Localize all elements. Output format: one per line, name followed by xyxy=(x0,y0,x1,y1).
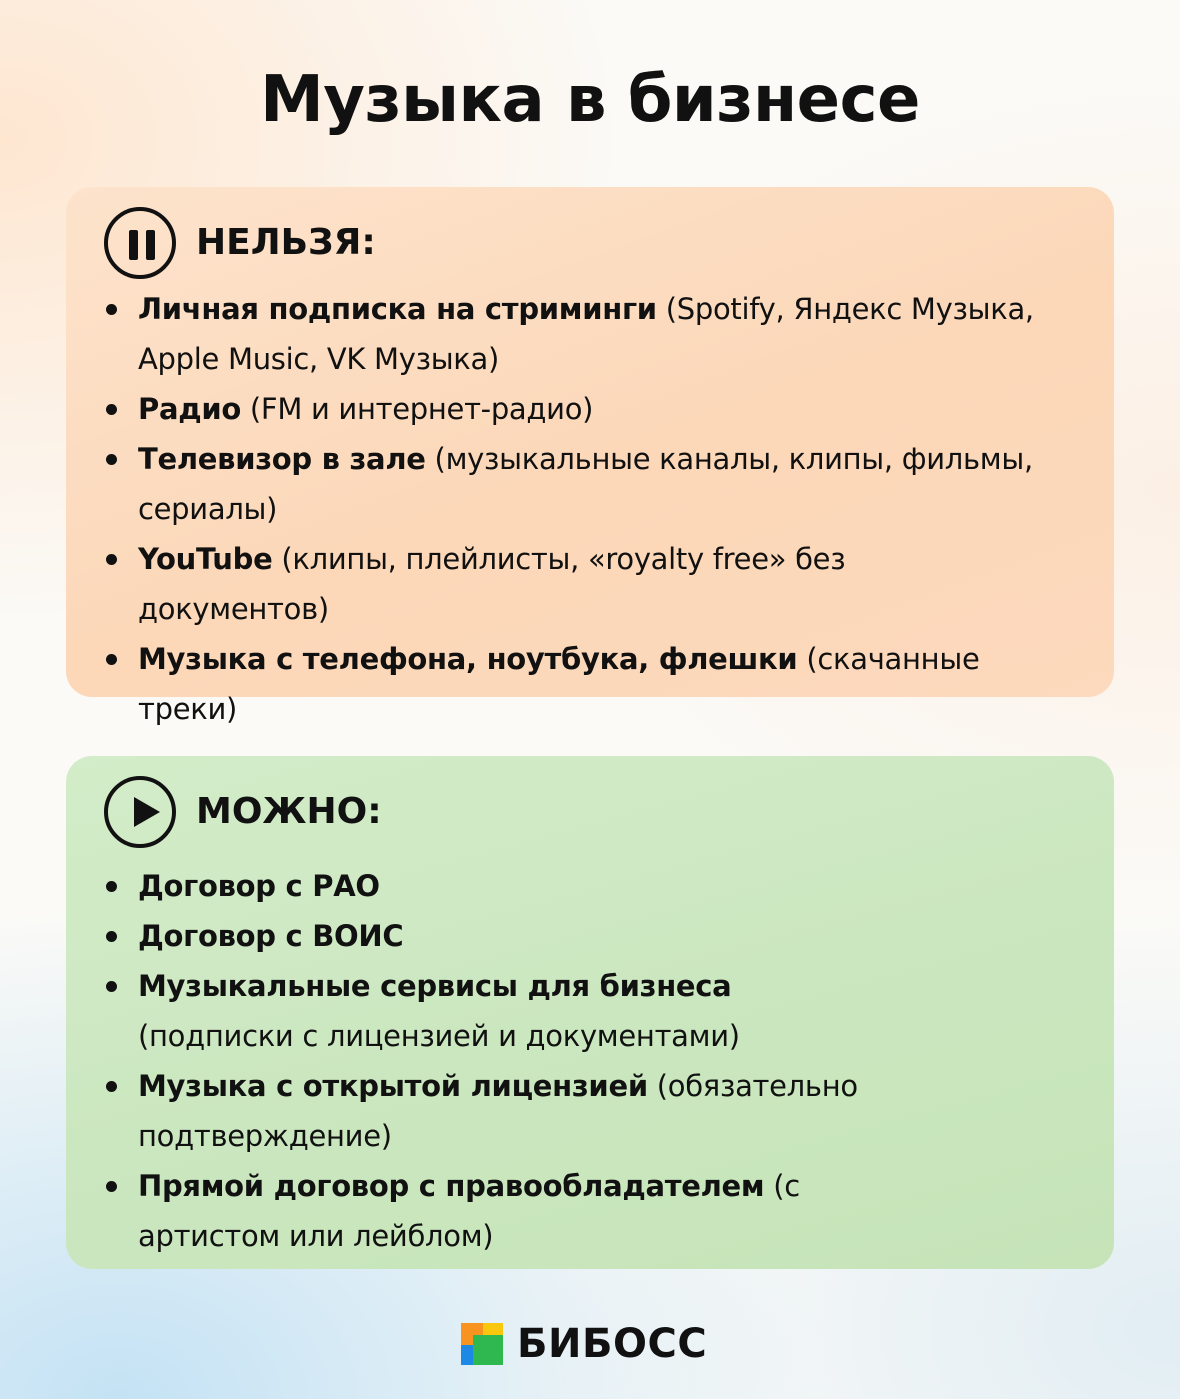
deny-item-streaming xyxy=(104,284,1038,384)
allow-item-rao xyxy=(104,861,878,911)
bullet-icon xyxy=(106,881,117,892)
item-bold-text: Телевизор в зале xyxy=(138,442,426,476)
allow-list xyxy=(104,861,1094,1261)
bullet-icon xyxy=(106,1081,117,1092)
logo-text: БИБОСС xyxy=(517,1321,708,1367)
item-detail-text: (обязательно подтверждение) xyxy=(138,1069,858,1153)
item-detail-text: (FM и интернет-радио) xyxy=(241,392,594,426)
item-bold-text: Договор с ВОИС xyxy=(138,919,404,953)
bullet-icon xyxy=(106,931,117,942)
deny-item-radio xyxy=(104,384,1038,434)
deny-list xyxy=(104,284,1094,734)
item-bold-text: YouTube xyxy=(138,542,273,576)
allow-item-vois xyxy=(104,911,878,961)
page-title: Музыка в бизнесе xyxy=(260,63,920,137)
bullet-icon xyxy=(106,304,117,315)
item-detail-text: (подписки с лицензией и документами) xyxy=(138,1019,740,1053)
item-detail-text: (клипы, плейлисты, «royalty free» без документов) xyxy=(138,542,846,626)
item-detail-text: (с артистом или лейблом) xyxy=(138,1169,800,1253)
item-bold-text: Музыка с открытой лицензией xyxy=(138,1069,648,1103)
deny-item-youtube xyxy=(104,534,878,634)
item-bold-text: Радио xyxy=(138,392,241,426)
allow-title: МОЖНО: xyxy=(196,791,382,832)
deny-item-devices xyxy=(104,634,1038,734)
deny-title: НЕЛЬЗЯ: xyxy=(196,222,376,263)
allow-item-services xyxy=(104,961,878,1061)
pause-icon xyxy=(104,207,176,279)
logo-mark-icon xyxy=(461,1323,503,1365)
play-icon xyxy=(104,776,176,848)
item-bold-text: Музыкальные сервисы для бизнеса xyxy=(138,969,732,1003)
item-bold-text: Прямой договор с правообладателем xyxy=(138,1169,765,1203)
bullet-icon xyxy=(106,654,117,665)
bullet-icon xyxy=(106,554,117,565)
bullet-icon xyxy=(106,454,117,465)
allow-card xyxy=(66,756,1114,1269)
allow-item-direct-contract xyxy=(104,1161,878,1261)
item-detail-text: (скачанные треки) xyxy=(138,642,980,726)
item-detail-text: (Spotify, Яндекс Музыка, Apple Music, VK Музыка) xyxy=(138,292,1034,376)
bullet-icon xyxy=(106,404,117,415)
item-bold-text: Личная подписка на стриминги xyxy=(138,292,657,326)
item-detail-text: (музыкальные каналы, клипы, фильмы, сериалы) xyxy=(138,442,1033,526)
bullet-icon xyxy=(106,981,117,992)
item-bold-text: Договор с РАО xyxy=(138,869,380,903)
deny-item-tv xyxy=(104,434,1038,534)
item-bold-text: Музыка с телефона, ноутбука, флешки xyxy=(138,642,798,676)
allow-header xyxy=(104,772,382,852)
bullet-icon xyxy=(106,1181,117,1192)
brand-logo xyxy=(461,1322,707,1366)
deny-header xyxy=(104,203,376,283)
allow-item-open-license xyxy=(104,1061,878,1161)
deny-card xyxy=(66,187,1114,726)
